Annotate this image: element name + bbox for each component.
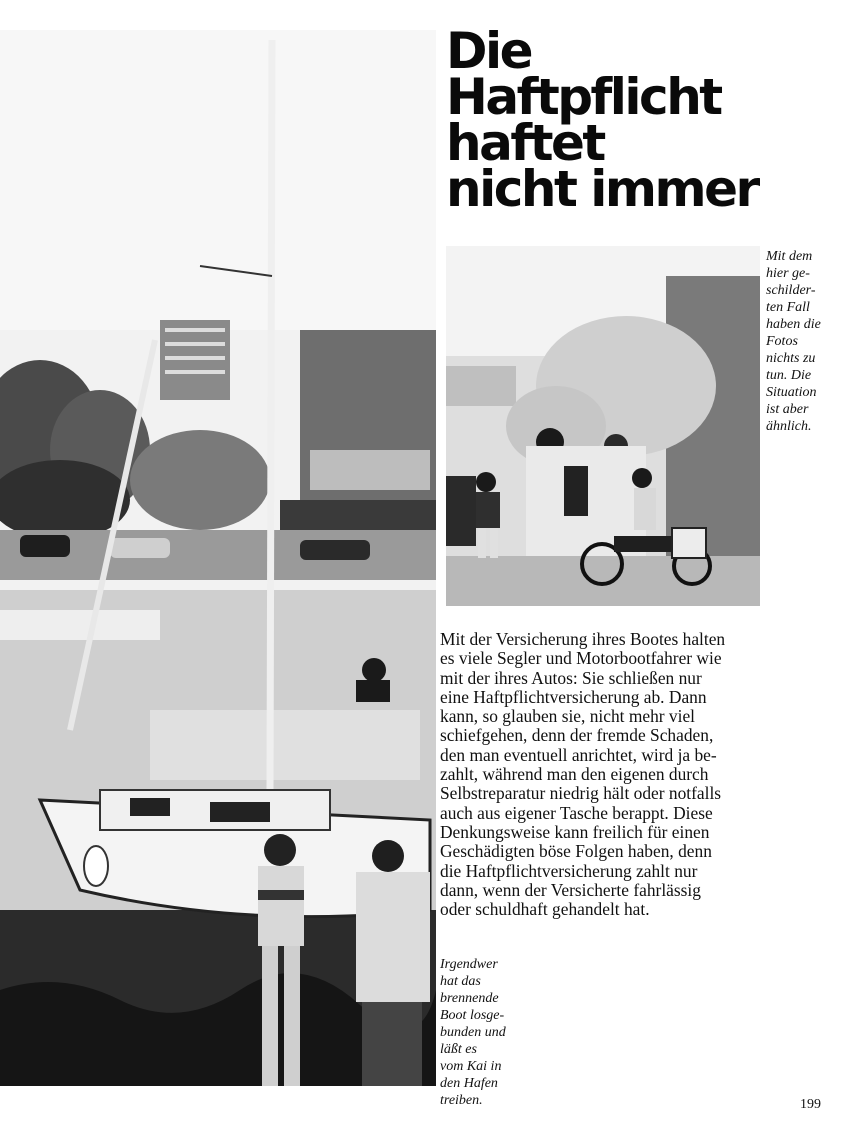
caption-line: tun. Die <box>766 368 812 383</box>
caption-line: läßt es <box>440 1042 477 1057</box>
caption-line: vom Kai in <box>440 1059 502 1074</box>
body-line: Selbstreparatur niedrig hält oder notfalls <box>440 783 722 804</box>
harbor-boat-photo <box>0 30 436 1086</box>
caption-line: nichts zu <box>766 351 816 366</box>
headline-line: nicht immer <box>446 160 758 218</box>
page-number: 199 <box>800 1097 821 1112</box>
headline-line: haftet <box>446 114 604 172</box>
body-line: Mit der Versicherung ihres Bootes halten <box>440 629 726 649</box>
burning-boat-illustration <box>446 246 760 606</box>
photo-caption-top <box>766 248 858 435</box>
headline-line: Die <box>446 22 532 80</box>
caption-line: Mit dem <box>766 249 813 264</box>
caption-line: Boot losge- <box>440 1008 505 1023</box>
body-line: auch aus eigener Tasche berappt. Diese <box>440 802 713 823</box>
caption-line: Irgendwer <box>440 957 498 972</box>
caption-line: treiben. <box>440 1093 483 1108</box>
body-line: es viele Segler und Motorbootfahrer wie <box>440 648 722 669</box>
body-line: oder schuldhaft gehandelt hat. <box>440 899 650 920</box>
body-line: schiefgehen, denn der fremde Schaden, <box>440 725 714 746</box>
caption-line: Fotos <box>766 334 798 349</box>
body-line: kann, so glauben sie, nicht mehr viel <box>440 706 696 727</box>
article-body <box>440 630 780 919</box>
caption-line: schilder- <box>766 283 816 298</box>
caption-line: hat das <box>440 974 481 989</box>
body-line: zahlt, während man den eigenen durch <box>440 764 709 785</box>
caption-line: ist aber <box>766 402 809 417</box>
burning-boat-photo <box>446 246 760 606</box>
body-line: dann, wenn der Versicherte fahrlässig <box>440 879 701 900</box>
photo-caption-bottom <box>440 956 536 1109</box>
headline-line: Haftpflicht <box>446 68 721 126</box>
caption-line: den Hafen <box>440 1076 498 1091</box>
caption-line: Situation <box>766 385 817 400</box>
caption-line: hier ge- <box>766 266 810 281</box>
caption-line: haben die <box>766 317 821 332</box>
body-line: den man eventuell anrichtet, wird ja be- <box>440 744 717 765</box>
body-line: mit der ihres Autos: Sie schließen nur <box>440 667 702 688</box>
body-line: eine Haftpflichtversicherung ab. Dann <box>440 686 707 707</box>
caption-line: ten Fall <box>766 300 810 315</box>
body-line: Denkungsweise kann freilich für einen <box>440 821 710 842</box>
harbor-boat-illustration <box>0 30 436 1086</box>
body-line: Geschädigten böse Folgen haben, denn <box>440 841 712 862</box>
article-headline <box>446 22 776 218</box>
caption-line: bunden und <box>440 1025 506 1040</box>
caption-line: brennende <box>440 991 499 1006</box>
caption-line: ähnlich. <box>766 419 812 434</box>
body-line: die Haftpflichtversicherung zahlt nur <box>440 860 698 881</box>
